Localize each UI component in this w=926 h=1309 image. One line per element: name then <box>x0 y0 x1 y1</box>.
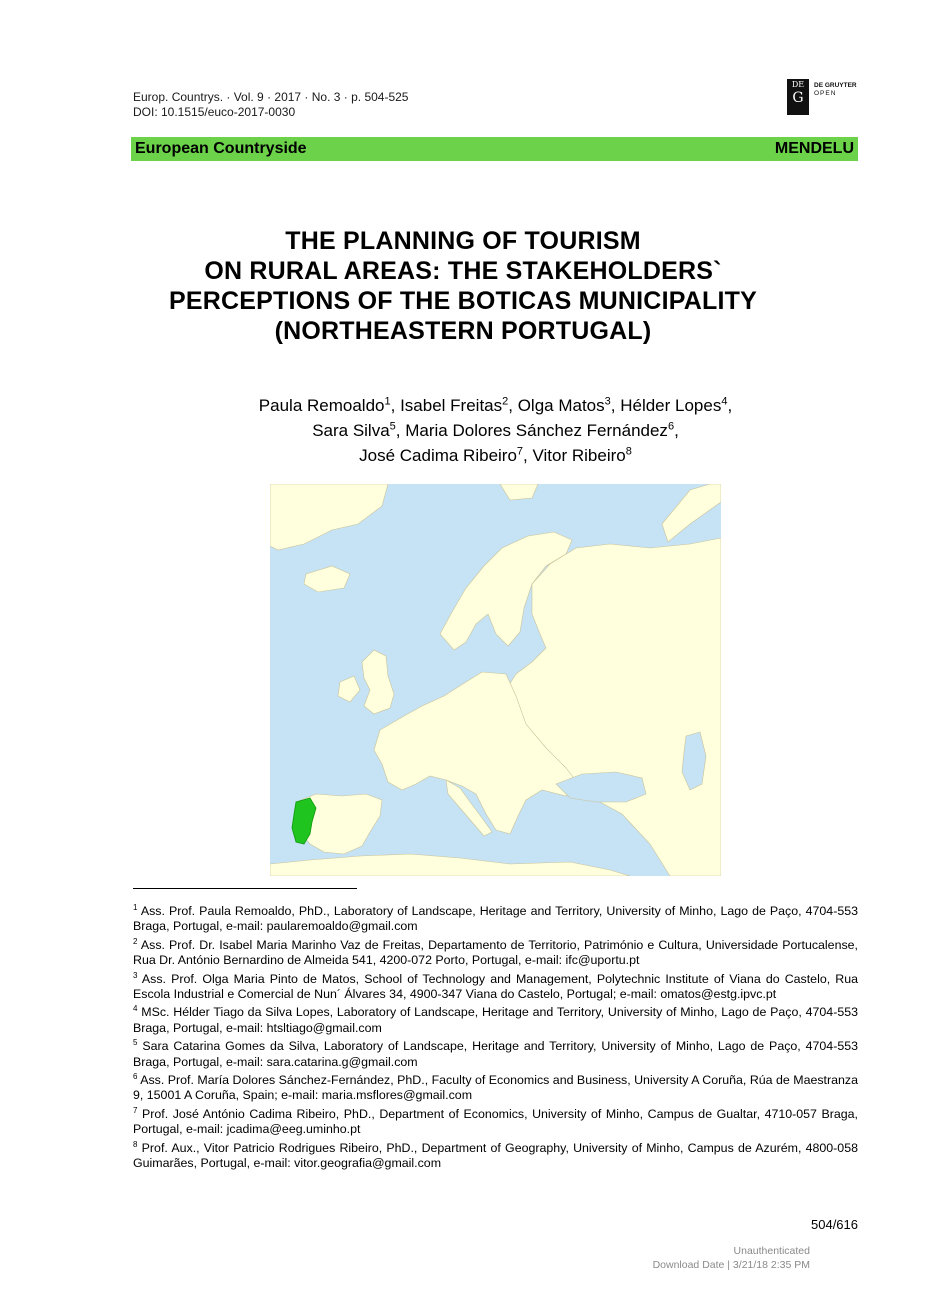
logo-name: DE GRUYTER <box>814 82 857 89</box>
footnote <box>133 938 858 969</box>
author-separator: , <box>508 396 518 415</box>
author-affiliation-ref: 5 <box>389 420 396 433</box>
footnote <box>133 1107 858 1138</box>
footnote-number: 5 <box>133 1038 138 1048</box>
logo-mark <box>787 79 809 115</box>
author-name: Vitor Ribeiro <box>532 446 626 465</box>
watermark-date: Download Date | 3/21/18 2:35 PM <box>652 1259 810 1271</box>
footnote-number: 1 <box>133 902 138 912</box>
journal-reference <box>133 90 408 120</box>
publisher-name: MENDELU <box>774 140 854 157</box>
logo-mark-bottom: G <box>792 90 804 106</box>
page-number: 504/616 <box>811 1217 858 1232</box>
footnote <box>133 1005 858 1036</box>
footnote <box>133 904 858 935</box>
paper-title <box>100 226 826 346</box>
author-separator: , <box>523 446 533 465</box>
author-affiliation-ref: 4 <box>721 395 728 408</box>
logo-sub: OPEN <box>814 90 837 97</box>
footnote-text: Ass. Prof. Dr. Isabel Maria Marinho Vaz de Freitas, Departamento de Territorio, Património e Cultura, Universidade Portucalense, Rua Dr. António Bernardino de Almeida 541, 4200-072 Porto, Portugal, e-mail: ifc@uportu.pt <box>133 937 858 968</box>
author-separator: , <box>727 396 733 415</box>
watermark-auth: Unauthenticated <box>733 1245 810 1257</box>
footnote-text: Ass. Prof. Paula Remoaldo, PhD., Laboratory of Landscape, Heritage and Territory, University of Minho, Lago de Paço, 4704-553 Braga, Portugal, e-mail: paularemoaldo@gmail.com <box>133 904 858 934</box>
download-watermark <box>653 1244 810 1272</box>
footnote <box>133 1073 858 1104</box>
author-line <box>133 443 858 468</box>
doi: DOI: 10.1515/euco-2017-0030 <box>133 105 296 119</box>
footnote-text: MSc. Hélder Tiago da Silva Lopes, Laboratory of Landscape, Heritage and Territory, University of Minho, Lago de Paço, 4704-553 Braga, Portugal, e-mail: htsltiago@gmail.com <box>133 1005 858 1035</box>
author-name: Maria Dolores Sánchez Fernández <box>405 421 668 440</box>
footnote-number: 4 <box>133 1004 138 1014</box>
europe-locator-map <box>270 484 721 876</box>
footnote-number: 6 <box>133 1071 138 1081</box>
author-affiliation-ref: 8 <box>625 445 632 458</box>
title-line: (NORTHEASTERN PORTUGAL) <box>274 317 652 345</box>
author-affiliation-ref: 3 <box>604 395 611 408</box>
author-separator: , <box>610 396 621 415</box>
author-list <box>133 393 858 468</box>
author-name: Sara Silva <box>312 421 390 440</box>
author-name: José Cadima Ribeiro <box>359 446 517 465</box>
footnote-number: 7 <box>133 1105 138 1115</box>
footnote-rule <box>133 888 357 889</box>
footnote-text: Ass. Prof. María Dolores Sánchez-Fernández, PhD., Faculty of Economics and Business, University A Coruña, Rúa de Maestranza 9, 15001 A Coruña, Spain; e-mail: maria.msflores@gmail.com <box>133 1073 858 1103</box>
footnote <box>133 1039 858 1070</box>
author-affiliation-ref: 2 <box>502 395 509 408</box>
footnote-number: 8 <box>133 1139 138 1149</box>
footnote-text: Sara Catarina Gomes da Silva, Laboratory of Landscape, Heritage and Territory, University of Minho, Lago de Paço, 4704-553 Braga, Portugal, e-mail: sara.catarina.g@gmail.com <box>133 1039 858 1069</box>
author-affiliation-ref: 7 <box>516 445 524 458</box>
footnote-text: Prof. José António Cadima Ribeiro, PhD., Department of Economics, University of Minho, Campus de Gualtar, 4710-057 Braga, Portugal, e-mail: jcadima@eeg.uminho.pt <box>133 1106 858 1137</box>
author-separator: , <box>395 421 406 440</box>
footnote <box>133 1141 858 1172</box>
footnotes <box>133 904 858 1175</box>
author-name: Hélder Lopes <box>620 396 722 415</box>
author-name: Olga Matos <box>517 396 605 415</box>
footnote-number: 2 <box>133 936 138 946</box>
author-separator: , <box>674 421 679 440</box>
title-line: PERCEPTIONS OF THE BOTICAS MUNICIPALITY <box>169 287 757 315</box>
footnote-text: Ass. Prof. Olga Maria Pinto de Matos, School of Technology and Management, Polytechnic Institute of Viana do Castelo, Rua Escola Industrial e Comercial de Nun´ Álvares 34, 4900-347 Viana do Castelo, Portugal; e-mail: omatos@estg.ipvc.pt <box>133 971 858 1002</box>
title-line: THE PLANNING OF TOURISM <box>285 227 641 255</box>
footnote-text: Prof. Aux., Vitor Patricio Rodrigues Ribeiro, PhD., Department of Geography, University of Minho, Campus de Azurém, 4800-058 Guimarães, Portugal, e-mail: vitor.geografia@gmail.com <box>133 1140 858 1171</box>
logo-mark-top: DE <box>791 80 805 89</box>
journal-name: European Countryside <box>135 140 307 157</box>
author-name: Isabel Freitas <box>400 396 503 415</box>
author-affiliation-ref: 6 <box>667 420 675 433</box>
author-affiliation-ref: 1 <box>384 395 391 408</box>
footnote <box>133 972 858 1003</box>
title-line: ON RURAL AREAS: THE STAKEHOLDERS` <box>204 257 722 285</box>
author-separator: , <box>390 396 401 415</box>
journal-banner <box>131 137 858 161</box>
journal-citation: Europ. Countrys. · Vol. 9 · 2017 · No. 3 · p. 504-525 <box>133 90 409 104</box>
logo-text <box>814 82 857 98</box>
publisher-logo <box>787 79 867 115</box>
footnote-number: 3 <box>133 970 138 980</box>
author-line <box>133 418 858 443</box>
author-line <box>133 393 858 418</box>
author-name: Paula Remoaldo <box>258 396 385 415</box>
